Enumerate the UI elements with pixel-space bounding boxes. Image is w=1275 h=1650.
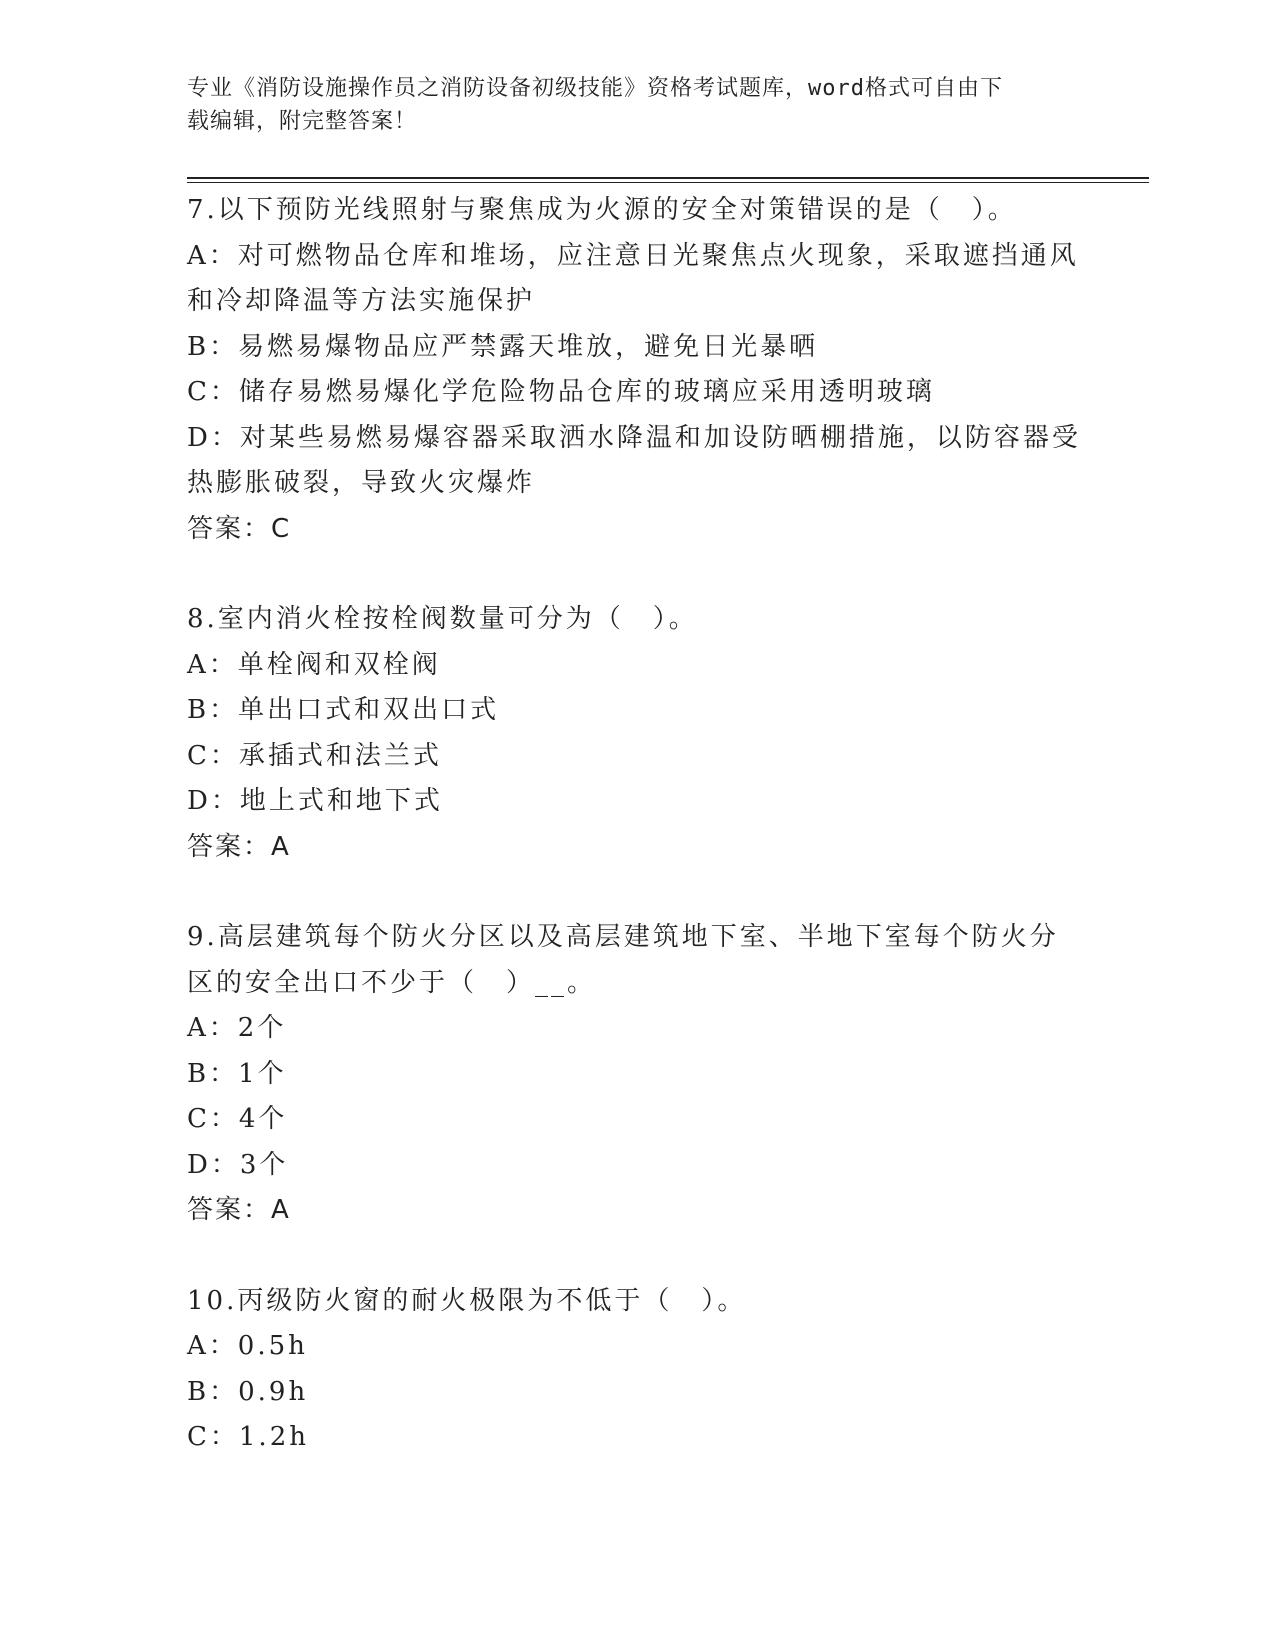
answer-option: D：地上式和地下式 (187, 786, 443, 816)
question-block (187, 597, 1087, 870)
answer-option: 热膨胀破裂，导致火灾爆炸 (187, 468, 536, 498)
question-block (187, 188, 1087, 552)
answer-option: A：对可燃物品仓库和堆场，应注意日光聚焦点火现象，采取遮挡通风 (187, 240, 1079, 271)
question-stem: 10.丙级防火窗的耐火极限为不低于（ ）。 (187, 1285, 747, 1316)
answer-option: D：对某些易燃易爆容器采取洒水降温和加设防晒棚措施，以防容器受 (187, 422, 1081, 453)
answer-key: 答案：C (187, 513, 292, 544)
question-block (187, 915, 1087, 1234)
question-stem: 7.以下预防光线照射与聚焦成为火源的安全对策错误的是（ ）。 (187, 195, 1017, 225)
answer-key: 答案：A (187, 831, 291, 862)
question-stem: 8.室内消火栓按栓阀数量可分为（ ）。 (187, 604, 698, 634)
question-list (187, 188, 1087, 1461)
answer-option: A：单栓阀和双栓阀 (187, 649, 441, 680)
answer-option: 和冷却降温等方法实施保护 (187, 286, 536, 316)
header-rule-thin (187, 182, 1149, 183)
document-header (187, 72, 1087, 138)
answer-option: B：0.9h (187, 1376, 309, 1407)
header-line-2: 载编辑，附完整答案！ (187, 109, 418, 134)
answer-option: B：易燃易爆物品应严禁露天堆放，避免日光暴晒 (187, 331, 819, 362)
answer-option: C：1.2h (187, 1422, 309, 1452)
answer-option: C：储存易燃易爆化学危险物品仓库的玻璃应采用透明玻璃 (187, 377, 935, 407)
question-block (187, 1279, 1087, 1461)
answer-option: B：1个 (187, 1058, 287, 1089)
answer-option: D：3个 (187, 1149, 289, 1180)
answer-key: 答案：A (187, 1195, 291, 1225)
answer-option: A：0.5h (187, 1331, 308, 1361)
answer-option: C：4个 (187, 1104, 288, 1134)
answer-option: B：单出口式和双出口式 (187, 695, 500, 725)
answer-option: A：2个 (187, 1013, 287, 1043)
header-line-1: 专业《消防设施操作员之消防设备初级技能》资格考试题库，word格式可自由下 (187, 76, 1003, 101)
header-rule-thick (187, 177, 1149, 179)
answer-option: C：承插式和法兰式 (187, 740, 442, 771)
question-stem: 区的安全出口不少于（ ）__。 (187, 967, 597, 998)
question-stem: 9.高层建筑每个防火分区以及高层建筑地下室、半地下室每个防火分 (187, 922, 1059, 952)
